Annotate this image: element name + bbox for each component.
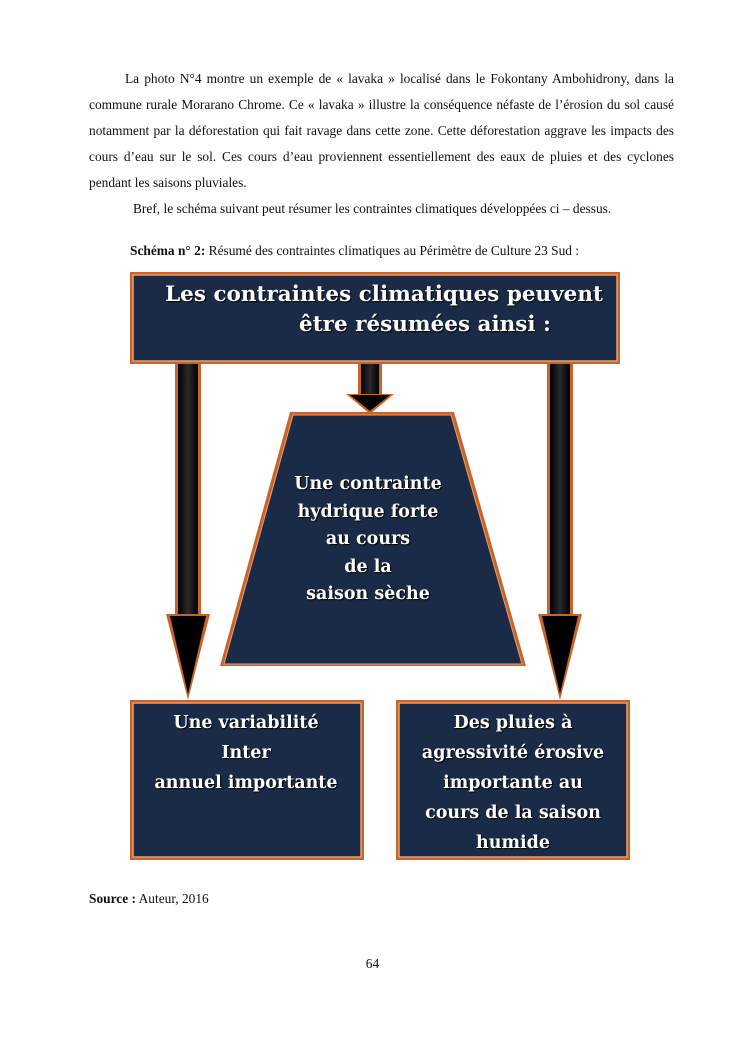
caption-text: Résumé des contraintes climatiques au Périmètre de Culture 23 Sud : (205, 243, 580, 258)
trapezoid-line: Une contrainte (294, 474, 442, 494)
right-box-text (400, 708, 626, 858)
top-box-text (128, 280, 632, 340)
right-box-line: importante au (443, 773, 583, 793)
figure-caption (130, 238, 579, 264)
left-box-line: annuel importante (154, 773, 338, 793)
left-box-text (132, 708, 360, 798)
top-box-line-1: Les contraintes climatiques peuvent (165, 282, 603, 307)
trapezoid-line: hydrique forte (297, 501, 439, 522)
trapezoid-line: de la (344, 556, 392, 577)
right-box-line: Des pluies à (453, 713, 573, 733)
right-box-line: humide (476, 833, 550, 853)
paragraph-2: Bref, le schéma suivant peut résumer les contraintes climatiques développées ci – dessus. (133, 201, 612, 216)
right-arrow (538, 364, 582, 700)
center-arrow (346, 364, 394, 414)
right-box-line: cours de la saison (425, 803, 601, 823)
climate-constraints-diagram (128, 268, 632, 864)
source-text: Auteur, 2016 (136, 891, 209, 906)
source-label: Source : (89, 891, 136, 906)
caption-label: Schéma n° 2: (130, 243, 206, 258)
source-note (89, 886, 209, 912)
left-box-line: Une variabilité (173, 713, 319, 733)
top-box-line-2: être résumées ainsi : (299, 312, 551, 337)
trapezoid-text (268, 471, 468, 609)
paragraph-1: La photo N°4 montre un exemple de « lavaka » localisé dans le Fokontany Ambohidrony, dans la commune rurale Morarano Chrome. Ce « lavaka » illustre la conséquence néfaste de l’érosion du sol causé notamment par la déforestation qui fait ravage dans cette zone. Cette déforestation aggrave les impacts des cours d’eau sur le sol. Ces cours d’eau proviennent essentiellement des eaux de pluies et des cyclones pendant les saisons pluviales. (89, 71, 674, 190)
trapezoid-line: au cours (325, 529, 411, 549)
left-box-line: Inter (221, 743, 271, 763)
page-number: 64 (365, 956, 380, 971)
trapezoid-line: saison sèche (306, 584, 430, 604)
right-box-line: agressivité érosive (421, 743, 605, 763)
left-arrow (166, 364, 210, 700)
